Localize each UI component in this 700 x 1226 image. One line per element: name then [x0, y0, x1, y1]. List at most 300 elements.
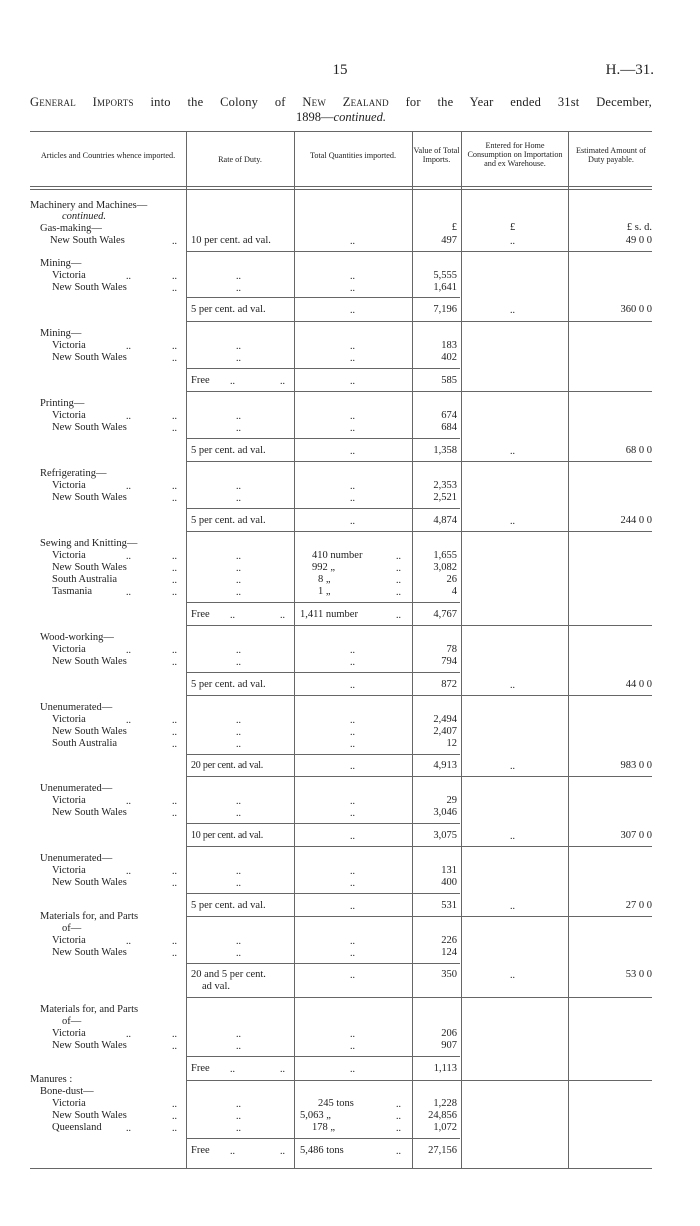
value: 1,228	[433, 1098, 457, 1109]
leader-dots: ..	[236, 493, 241, 504]
row-rule	[186, 695, 652, 696]
leader-dots: ..	[510, 305, 515, 316]
leader-dots: ..	[126, 551, 131, 562]
rate-of-duty: 5 per cent. ad val.	[191, 445, 266, 456]
leader-dots: ..	[350, 423, 355, 434]
leader-dots: ..	[350, 645, 355, 656]
duty: 27 0 0	[625, 900, 652, 911]
country: South Australia	[52, 738, 118, 749]
subtotal-rule	[186, 1138, 460, 1139]
title-year: 1898—	[296, 110, 334, 124]
leader-dots: ..	[236, 1029, 241, 1040]
leader-dots: ..	[126, 411, 131, 422]
country: South Australia	[52, 574, 118, 585]
country: Victoria	[52, 1028, 86, 1039]
value: 1,072	[433, 1122, 457, 1133]
total-value: 1,358	[433, 445, 457, 456]
subtotal-rule	[186, 368, 460, 369]
country: New South Wales	[52, 1110, 127, 1121]
leader-dots: ..	[350, 283, 355, 294]
subtotal-rule	[186, 438, 460, 439]
leader-dots: ..	[230, 376, 235, 387]
leader-dots: ..	[230, 1064, 235, 1075]
article-label: Gas-making—	[40, 223, 102, 234]
subtotal-rule	[186, 602, 460, 603]
column-divider	[568, 131, 569, 1168]
leader-dots: ..	[236, 866, 241, 877]
leader-dots: ..	[126, 796, 131, 807]
rate-of-duty: 5 per cent. ad val.	[191, 304, 266, 315]
article-label: Refrigerating—	[40, 468, 107, 479]
country: Victoria	[52, 340, 86, 351]
article-label: Materials for, and Parts	[40, 1004, 139, 1015]
rate-of-duty: Free	[191, 375, 210, 386]
leader-dots: ..	[236, 563, 241, 574]
total-value: 4,913	[433, 760, 457, 771]
row-rule	[186, 916, 652, 917]
leader-dots: ..	[510, 901, 515, 912]
article-sub-label: Bone-dust—	[40, 1086, 94, 1097]
value: 684	[441, 422, 457, 433]
quantity-total: 1,411 number	[300, 609, 358, 620]
value: 206	[441, 1028, 457, 1039]
rate-of-duty: 5 per cent. ad val.	[191, 515, 266, 526]
value: 3,082	[433, 562, 457, 573]
value: 3,046	[433, 807, 457, 818]
article-label: Unenumerated—	[40, 702, 113, 713]
rate-of-duty: 10 per cent. ad val.	[191, 830, 264, 841]
leader-dots: ..	[126, 1029, 131, 1040]
leader-dots: ..	[350, 936, 355, 947]
rate-of-duty: 10 per cent. ad val.	[191, 235, 271, 246]
leader-dots: ..	[236, 1099, 241, 1110]
leader-dots: ..	[126, 715, 131, 726]
leader-dots: ..	[350, 236, 355, 247]
leader-dots: ..	[126, 271, 131, 282]
country: Tasmania	[52, 586, 93, 597]
table-top-rule	[30, 131, 652, 132]
rate-of-duty: Free	[191, 1063, 210, 1074]
row-rule	[186, 846, 652, 847]
subtotal-rule	[186, 893, 460, 894]
leader-dots: ..	[350, 516, 355, 527]
leader-dots: ..	[172, 563, 177, 574]
article-label-cont: of—	[62, 923, 82, 934]
leader-dots: ..	[396, 563, 401, 574]
leader-dots: ..	[236, 878, 241, 889]
value: 1,655	[433, 550, 457, 561]
leader-dots: ..	[236, 1123, 241, 1134]
leader-dots: ..	[172, 493, 177, 504]
subtotal-rule	[186, 823, 460, 824]
leader-dots: ..	[126, 645, 131, 656]
leader-dots: ..	[236, 423, 241, 434]
leader-dots: ..	[172, 423, 177, 434]
value: 24,856	[428, 1110, 457, 1121]
country: Victoria	[52, 410, 86, 421]
subtotal-rule	[186, 963, 460, 964]
total-value: 872	[441, 679, 457, 690]
article-label: Materials for, and Parts	[40, 911, 139, 922]
leader-dots: ..	[280, 610, 285, 621]
leader-dots: ..	[172, 481, 177, 492]
leader-dots: ..	[236, 727, 241, 738]
leader-dots: ..	[172, 587, 177, 598]
value: 5,555	[433, 270, 457, 281]
leader-dots: ..	[350, 1064, 355, 1075]
leader-dots: ..	[172, 1111, 177, 1122]
table-title-line2	[30, 110, 652, 125]
country: Victoria	[52, 795, 86, 806]
leader-dots: ..	[236, 796, 241, 807]
country: New South Wales	[52, 492, 127, 503]
leader-dots: ..	[350, 739, 355, 750]
section-heading-continued: continued.	[62, 211, 107, 222]
leader-dots: ..	[172, 1041, 177, 1052]
leader-dots: ..	[350, 680, 355, 691]
header-articles: Articles and Countries whence imported.	[40, 151, 176, 160]
leader-dots: ..	[172, 866, 177, 877]
title-part: for the Year ended 31st December,	[405, 95, 652, 109]
country: Victoria	[52, 714, 86, 725]
rate-of-duty: 20 per cent. ad val.	[191, 760, 264, 771]
leader-dots: ..	[172, 645, 177, 656]
country: New South Wales	[50, 235, 125, 246]
leader-dots: ..	[172, 936, 177, 947]
value: 78	[446, 644, 457, 655]
duty: 307 0 0	[620, 830, 652, 841]
value: 131	[441, 865, 457, 876]
duty: 983 0 0	[620, 760, 652, 771]
article-label: Unenumerated—	[40, 783, 113, 794]
quantity: 992 „	[312, 562, 336, 573]
leader-dots: ..	[172, 727, 177, 738]
header-quantities: Total Quantities imported.	[309, 151, 397, 160]
quantity: 410 number	[312, 550, 363, 561]
row-rule	[186, 461, 652, 462]
rate-of-duty: 5 per cent. ad val.	[191, 900, 266, 911]
leader-dots: ..	[236, 481, 241, 492]
leader-dots: ..	[126, 936, 131, 947]
rate-of-duty: 5 per cent. ad val.	[191, 679, 266, 690]
leader-dots: ..	[172, 575, 177, 586]
article-label: Printing—	[40, 398, 85, 409]
leader-dots: ..	[350, 493, 355, 504]
country: New South Wales	[52, 422, 127, 433]
leader-dots: ..	[350, 271, 355, 282]
leader-dots: ..	[396, 610, 401, 621]
leader-dots: ..	[510, 236, 515, 247]
country: Victoria	[52, 480, 86, 491]
total-value: 7,196	[433, 304, 457, 315]
header-value: Value of Total Imports.	[413, 146, 460, 164]
country: Queensland	[52, 1122, 102, 1133]
value: 124	[441, 947, 457, 958]
rate-of-duty: Free	[191, 609, 210, 620]
header-entered: Entered for Home Consumption on Importation and ex Warehouse.	[467, 141, 563, 168]
leader-dots: ..	[350, 796, 355, 807]
leader-dots: ..	[236, 353, 241, 364]
leader-dots: ..	[350, 808, 355, 819]
country: New South Wales	[52, 877, 127, 888]
title-part: into the Colony of	[150, 95, 286, 109]
country: New South Wales	[52, 726, 127, 737]
country: New South Wales	[52, 352, 127, 363]
leader-dots: ..	[236, 936, 241, 947]
title-part: General Imports	[30, 95, 134, 109]
table-title	[30, 95, 652, 110]
leader-dots: ..	[172, 341, 177, 352]
subtotal-rule	[186, 297, 460, 298]
header-bottom-rule-2	[30, 189, 652, 190]
leader-dots: ..	[350, 305, 355, 316]
leader-dots: ..	[350, 948, 355, 959]
value: 2,353	[433, 480, 457, 491]
leader-dots: ..	[236, 587, 241, 598]
leader-dots: ..	[236, 283, 241, 294]
article-label: Unenumerated—	[40, 853, 113, 864]
leader-dots: ..	[172, 808, 177, 819]
article-label: Mining—	[40, 258, 82, 269]
leader-dots: ..	[172, 236, 177, 247]
column-divider	[461, 131, 462, 1168]
leader-dots: ..	[172, 739, 177, 750]
leader-dots: ..	[350, 657, 355, 668]
country: New South Wales	[52, 562, 127, 573]
leader-dots: ..	[172, 353, 177, 364]
leader-dots: ..	[236, 645, 241, 656]
leader-dots: ..	[126, 341, 131, 352]
leader-dots: ..	[236, 551, 241, 562]
leader-dots: ..	[510, 446, 515, 457]
value: 1,641	[433, 282, 457, 293]
value: 226	[441, 935, 457, 946]
table-bottom-rule	[30, 1168, 652, 1169]
column-divider	[186, 131, 187, 1168]
value: 29	[446, 795, 457, 806]
quantity: 5,063 „	[300, 1110, 331, 1121]
leader-dots: ..	[350, 866, 355, 877]
leader-dots: ..	[510, 680, 515, 691]
pound-symbol: £	[510, 222, 516, 233]
article-label: Sewing and Knitting—	[40, 538, 138, 549]
header-bottom-rule	[30, 186, 652, 187]
leader-dots: ..	[230, 1146, 235, 1157]
leader-dots: ..	[172, 715, 177, 726]
leader-dots: ..	[280, 1146, 285, 1157]
pound-symbol: £	[451, 222, 457, 233]
total-value: 3,075	[433, 830, 457, 841]
leader-dots: ..	[510, 970, 515, 981]
leader-dots: ..	[172, 1123, 177, 1134]
leader-dots: ..	[350, 376, 355, 387]
value: 907	[441, 1040, 457, 1051]
leader-dots: ..	[350, 901, 355, 912]
duty: 44 0 0	[625, 679, 652, 690]
value: 4	[451, 586, 457, 597]
leader-dots: ..	[280, 1064, 285, 1075]
leader-dots: ..	[172, 948, 177, 959]
leader-dots: ..	[510, 761, 515, 772]
leader-dots: ..	[236, 1041, 241, 1052]
leader-dots: ..	[236, 341, 241, 352]
leader-dots: ..	[396, 551, 401, 562]
row-rule	[186, 251, 652, 252]
header-duty: Estimated Amount of Duty payable.	[575, 146, 647, 164]
value: 497	[441, 235, 457, 246]
country: Victoria	[52, 550, 86, 561]
leader-dots: ..	[350, 446, 355, 457]
leader-dots: ..	[350, 715, 355, 726]
row-rule	[186, 625, 652, 626]
leader-dots: ..	[510, 516, 515, 527]
duty-units: £ s. d.	[626, 222, 652, 233]
header-rate: Rate of Duty.	[218, 155, 262, 164]
leader-dots: ..	[236, 715, 241, 726]
total-value: 531	[441, 900, 457, 911]
subtotal-rule	[186, 1056, 460, 1057]
leader-dots: ..	[172, 1029, 177, 1040]
leader-dots: ..	[350, 341, 355, 352]
country: New South Wales	[52, 1040, 127, 1051]
value: 2,521	[433, 492, 457, 503]
document-reference: H.—31.	[605, 62, 654, 78]
quantity: 245 tons	[318, 1098, 354, 1109]
leader-dots: ..	[350, 970, 355, 981]
leader-dots: ..	[350, 727, 355, 738]
leader-dots: ..	[172, 283, 177, 294]
subtotal-rule	[186, 508, 460, 509]
page-number: 15	[332, 62, 348, 78]
leader-dots: ..	[172, 1099, 177, 1110]
row-rule	[186, 391, 652, 392]
subtotal-rule	[186, 672, 460, 673]
quantity: 178 „	[312, 1122, 336, 1133]
duty: 68 0 0	[625, 445, 652, 456]
row-rule	[186, 997, 652, 998]
leader-dots: ..	[350, 353, 355, 364]
country: New South Wales	[52, 282, 127, 293]
leader-dots: ..	[236, 948, 241, 959]
total-value: 4,874	[433, 515, 457, 526]
total-value: 27,156	[428, 1145, 457, 1156]
value: 402	[441, 352, 457, 363]
rate-of-duty: 20 and 5 per cent.	[191, 969, 266, 980]
country: New South Wales	[52, 807, 127, 818]
duty: 244 0 0	[620, 515, 652, 526]
country: New South Wales	[52, 947, 127, 958]
leader-dots: ..	[280, 376, 285, 387]
leader-dots: ..	[172, 796, 177, 807]
leader-dots: ..	[350, 761, 355, 772]
total-value: 585	[441, 375, 457, 386]
value: 794	[441, 656, 457, 667]
row-rule	[186, 1080, 652, 1081]
value: 12	[446, 738, 457, 749]
section-heading: Machinery and Machines—	[30, 200, 148, 211]
country: Victoria	[52, 270, 86, 281]
leader-dots: ..	[396, 575, 401, 586]
leader-dots: ..	[350, 1041, 355, 1052]
leader-dots: ..	[172, 657, 177, 668]
total-value: 4,767	[433, 609, 457, 620]
column-divider	[412, 131, 413, 1168]
leader-dots: ..	[236, 411, 241, 422]
leader-dots: ..	[350, 878, 355, 889]
value: 2,494	[433, 714, 457, 725]
leader-dots: ..	[350, 1029, 355, 1040]
subtotal-rule	[186, 754, 460, 755]
leader-dots: ..	[350, 411, 355, 422]
country: Victoria	[52, 644, 86, 655]
leader-dots: ..	[236, 575, 241, 586]
quantity-total: 5,486 tons	[300, 1145, 344, 1156]
row-rule	[186, 531, 652, 532]
leader-dots: ..	[236, 271, 241, 282]
leader-dots: ..	[230, 610, 235, 621]
country: Victoria	[52, 865, 86, 876]
leader-dots: ..	[172, 551, 177, 562]
quantity: 1 „	[318, 586, 331, 597]
leader-dots: ..	[396, 1123, 401, 1134]
leader-dots: ..	[396, 1099, 401, 1110]
leader-dots: ..	[396, 1111, 401, 1122]
article-label-cont: of—	[62, 1016, 82, 1027]
leader-dots: ..	[236, 739, 241, 750]
leader-dots: ..	[396, 587, 401, 598]
row-rule	[186, 321, 652, 322]
leader-dots: ..	[126, 481, 131, 492]
row-rule	[186, 776, 652, 777]
quantity: 8 „	[318, 574, 331, 585]
leader-dots: ..	[126, 866, 131, 877]
duty: 360 0 0	[620, 304, 652, 315]
leader-dots: ..	[396, 1146, 401, 1157]
duty: 49 0 0	[625, 235, 652, 246]
leader-dots: ..	[350, 831, 355, 842]
rate-of-duty-cont: ad val.	[202, 981, 230, 992]
article-label: Wood-working—	[40, 632, 114, 643]
column-divider	[294, 131, 295, 1168]
article-label: Mining—	[40, 328, 82, 339]
duty: 53 0 0	[625, 969, 652, 980]
total-value: 350	[441, 969, 457, 980]
value: 674	[441, 410, 457, 421]
value: 2,407	[433, 726, 457, 737]
title-continued: continued.	[333, 110, 386, 124]
leader-dots: ..	[172, 271, 177, 282]
country: Victoria	[52, 935, 86, 946]
leader-dots: ..	[236, 657, 241, 668]
leader-dots: ..	[126, 1123, 131, 1134]
country: New South Wales	[52, 656, 127, 667]
country: Victoria	[52, 1098, 86, 1109]
leader-dots: ..	[126, 587, 131, 598]
leader-dots: ..	[350, 481, 355, 492]
leader-dots: ..	[172, 878, 177, 889]
value: 26	[446, 574, 457, 585]
value: 183	[441, 340, 457, 351]
leader-dots: ..	[236, 1111, 241, 1122]
leader-dots: ..	[172, 411, 177, 422]
value: 400	[441, 877, 457, 888]
leader-dots: ..	[510, 831, 515, 842]
total-value: 1,113	[433, 1063, 457, 1074]
article-label: Manures :	[30, 1074, 73, 1085]
title-part: New Zealand	[302, 95, 389, 109]
rate-of-duty: Free	[191, 1145, 210, 1156]
leader-dots: ..	[236, 808, 241, 819]
